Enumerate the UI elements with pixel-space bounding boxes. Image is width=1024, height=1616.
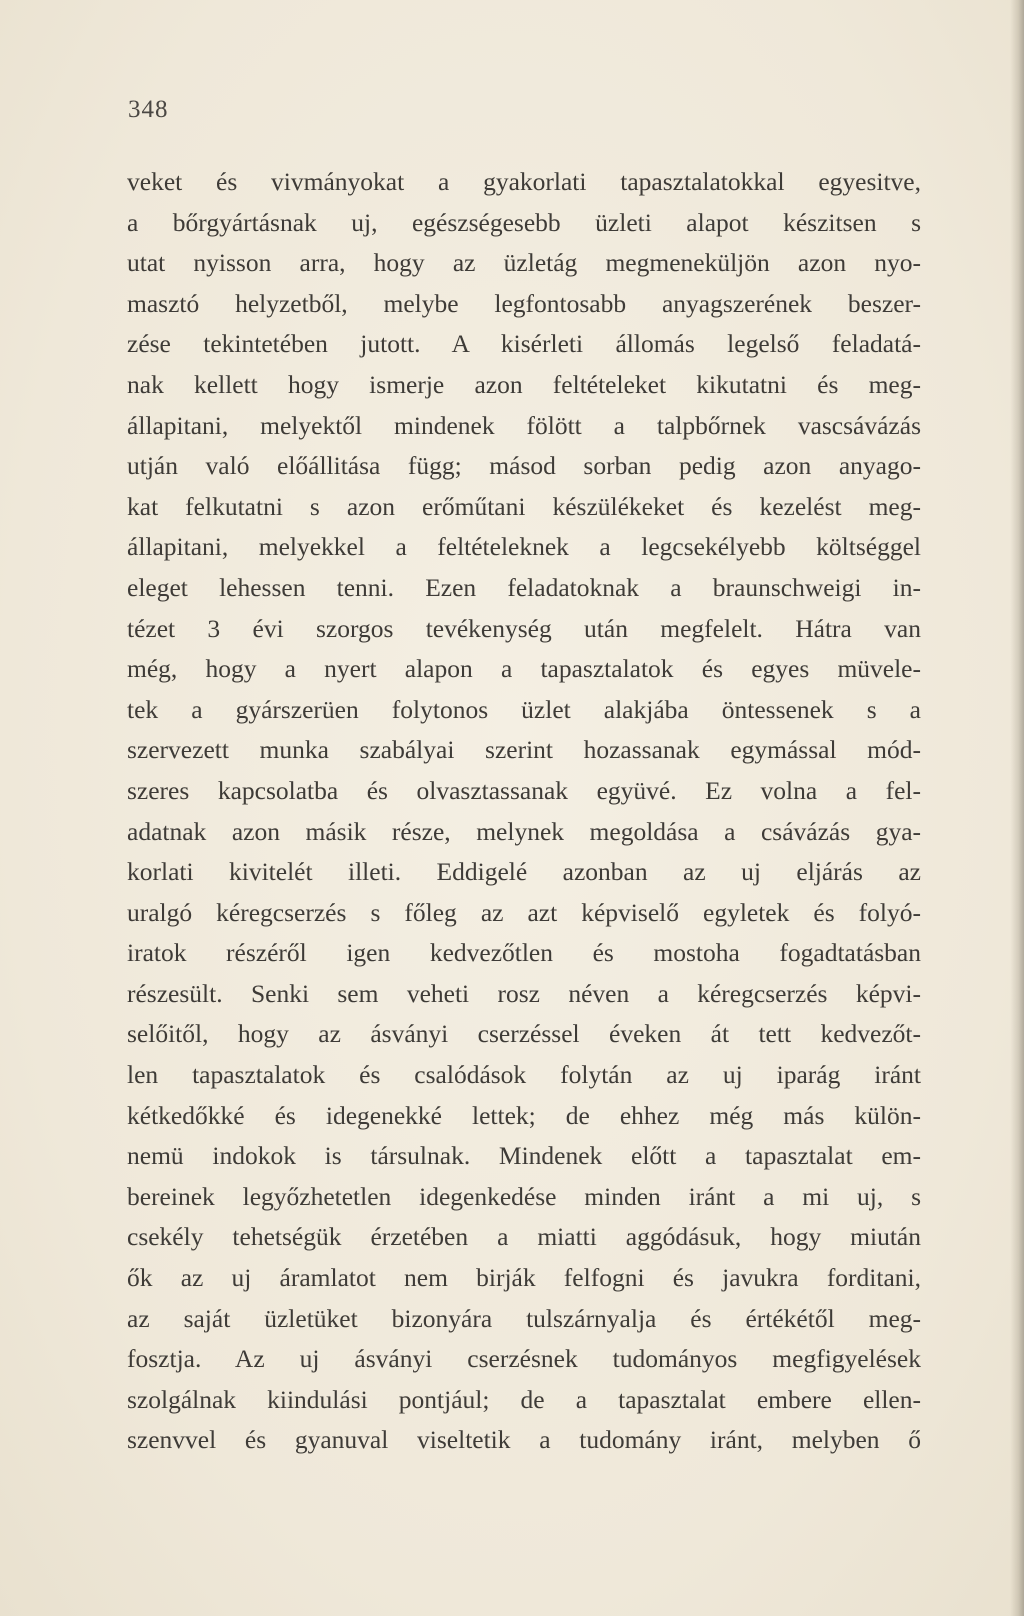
page-number: 348 bbox=[128, 96, 169, 123]
text-line: veket és vivmányokat a gyakorlati tapasztalatokkal egyesitve, bbox=[127, 167, 921, 196]
text-line: masztó helyzetből, melybe legfontosabb anyagszerének beszer- bbox=[127, 288, 921, 318]
text-line: kat felkutatni s azon erőműtani készülékeket és kezelést meg- bbox=[127, 491, 921, 521]
text-line: ők az uj áramlatot nem birják felfogni és javukra forditani, bbox=[127, 1263, 921, 1293]
text-line: zése tekintetében jutott. A kisérleti állomás legelső feladatá- bbox=[127, 329, 921, 359]
body-text bbox=[127, 162, 921, 1461]
text-line: még, hogy a nyert alapon a tapasztalatok és egyes müvele- bbox=[127, 654, 921, 684]
text-line: korlati kivitelét illeti. Eddigelé azonban az uj eljárás az bbox=[127, 857, 921, 887]
text-line: szervezett munka szabályai szerint hozassanak egymással mód- bbox=[127, 735, 921, 765]
text-line: iratok részéről igen kedvezőtlen és mostoha fogadtatásban bbox=[127, 938, 921, 968]
text-line: bereinek legyőzhetetlen idegenkedése minden iránt a mi uj, s bbox=[127, 1181, 921, 1211]
text-line: a bőrgyártásnak uj, egészségesebb üzleti alapot készitsen s bbox=[127, 207, 921, 237]
text-line: utján való előállitása függ; másod sorban pedig azon anyago- bbox=[127, 451, 921, 481]
text-line: csekély tehetségük érzetében a miatti aggódásuk, hogy miután bbox=[127, 1222, 921, 1252]
text-line: szenvvel és gyanuval viseltetik a tudomány iránt, melyben ő bbox=[127, 1425, 921, 1455]
text-line: tek a gyárszerüen folytonos üzlet alakjába öntessenek s a bbox=[127, 694, 921, 724]
text-line: nak kellett hogy ismerje azon feltételeket kikutatni és meg- bbox=[127, 369, 921, 399]
text-line: tézet 3 évi szorgos tevékenység után megfelelt. Hátra van bbox=[127, 613, 921, 643]
text-line: eleget lehessen tenni. Ezen feladatoknak a braunschweigi in- bbox=[127, 572, 921, 602]
text-line: szolgálnak kiindulási pontjául; de a tapasztalat embere ellen- bbox=[127, 1384, 921, 1414]
text-line: kétkedőkké és idegenekké lettek; de ehhez még más külön- bbox=[127, 1100, 921, 1130]
text-line: len tapasztalatok és csalódások folytán az uj iparág iránt bbox=[127, 1060, 921, 1090]
text-line: nemü indokok is társulnak. Mindenek előtt a tapasztalat em- bbox=[127, 1141, 921, 1171]
text-line: állapitani, melyektől mindenek fölött a talpbőrnek vascsávázás bbox=[127, 410, 921, 440]
text-line: utat nyisson arra, hogy az üzletág megmeneküljön azon nyo- bbox=[127, 248, 921, 278]
page-edge-shadow bbox=[1010, 0, 1024, 1616]
text-line: részesült. Senki sem veheti rosz néven a kéregcserzés képvi- bbox=[127, 978, 921, 1008]
text-line: adatnak azon másik része, melynek megoldása a csávázás gya- bbox=[127, 816, 921, 846]
text-line: fosztja. Az uj ásványi cserzésnek tudományos megfigyelések bbox=[127, 1344, 921, 1374]
text-line: állapitani, melyekkel a feltételeknek a legcsekélyebb költséggel bbox=[127, 532, 921, 562]
text-line: szeres kapcsolatba és olvasztassanak együvé. Ez volna a fel- bbox=[127, 775, 921, 805]
text-line: az saját üzletüket bizonyára tulszárnyalja és értékétől meg- bbox=[127, 1303, 921, 1333]
text-line: selőitől, hogy az ásványi cserzéssel éveken át tett kedvezőt- bbox=[127, 1019, 921, 1049]
text-line: uralgó kéregcserzés s főleg az azt képviselő egyletek és folyó- bbox=[127, 897, 921, 927]
